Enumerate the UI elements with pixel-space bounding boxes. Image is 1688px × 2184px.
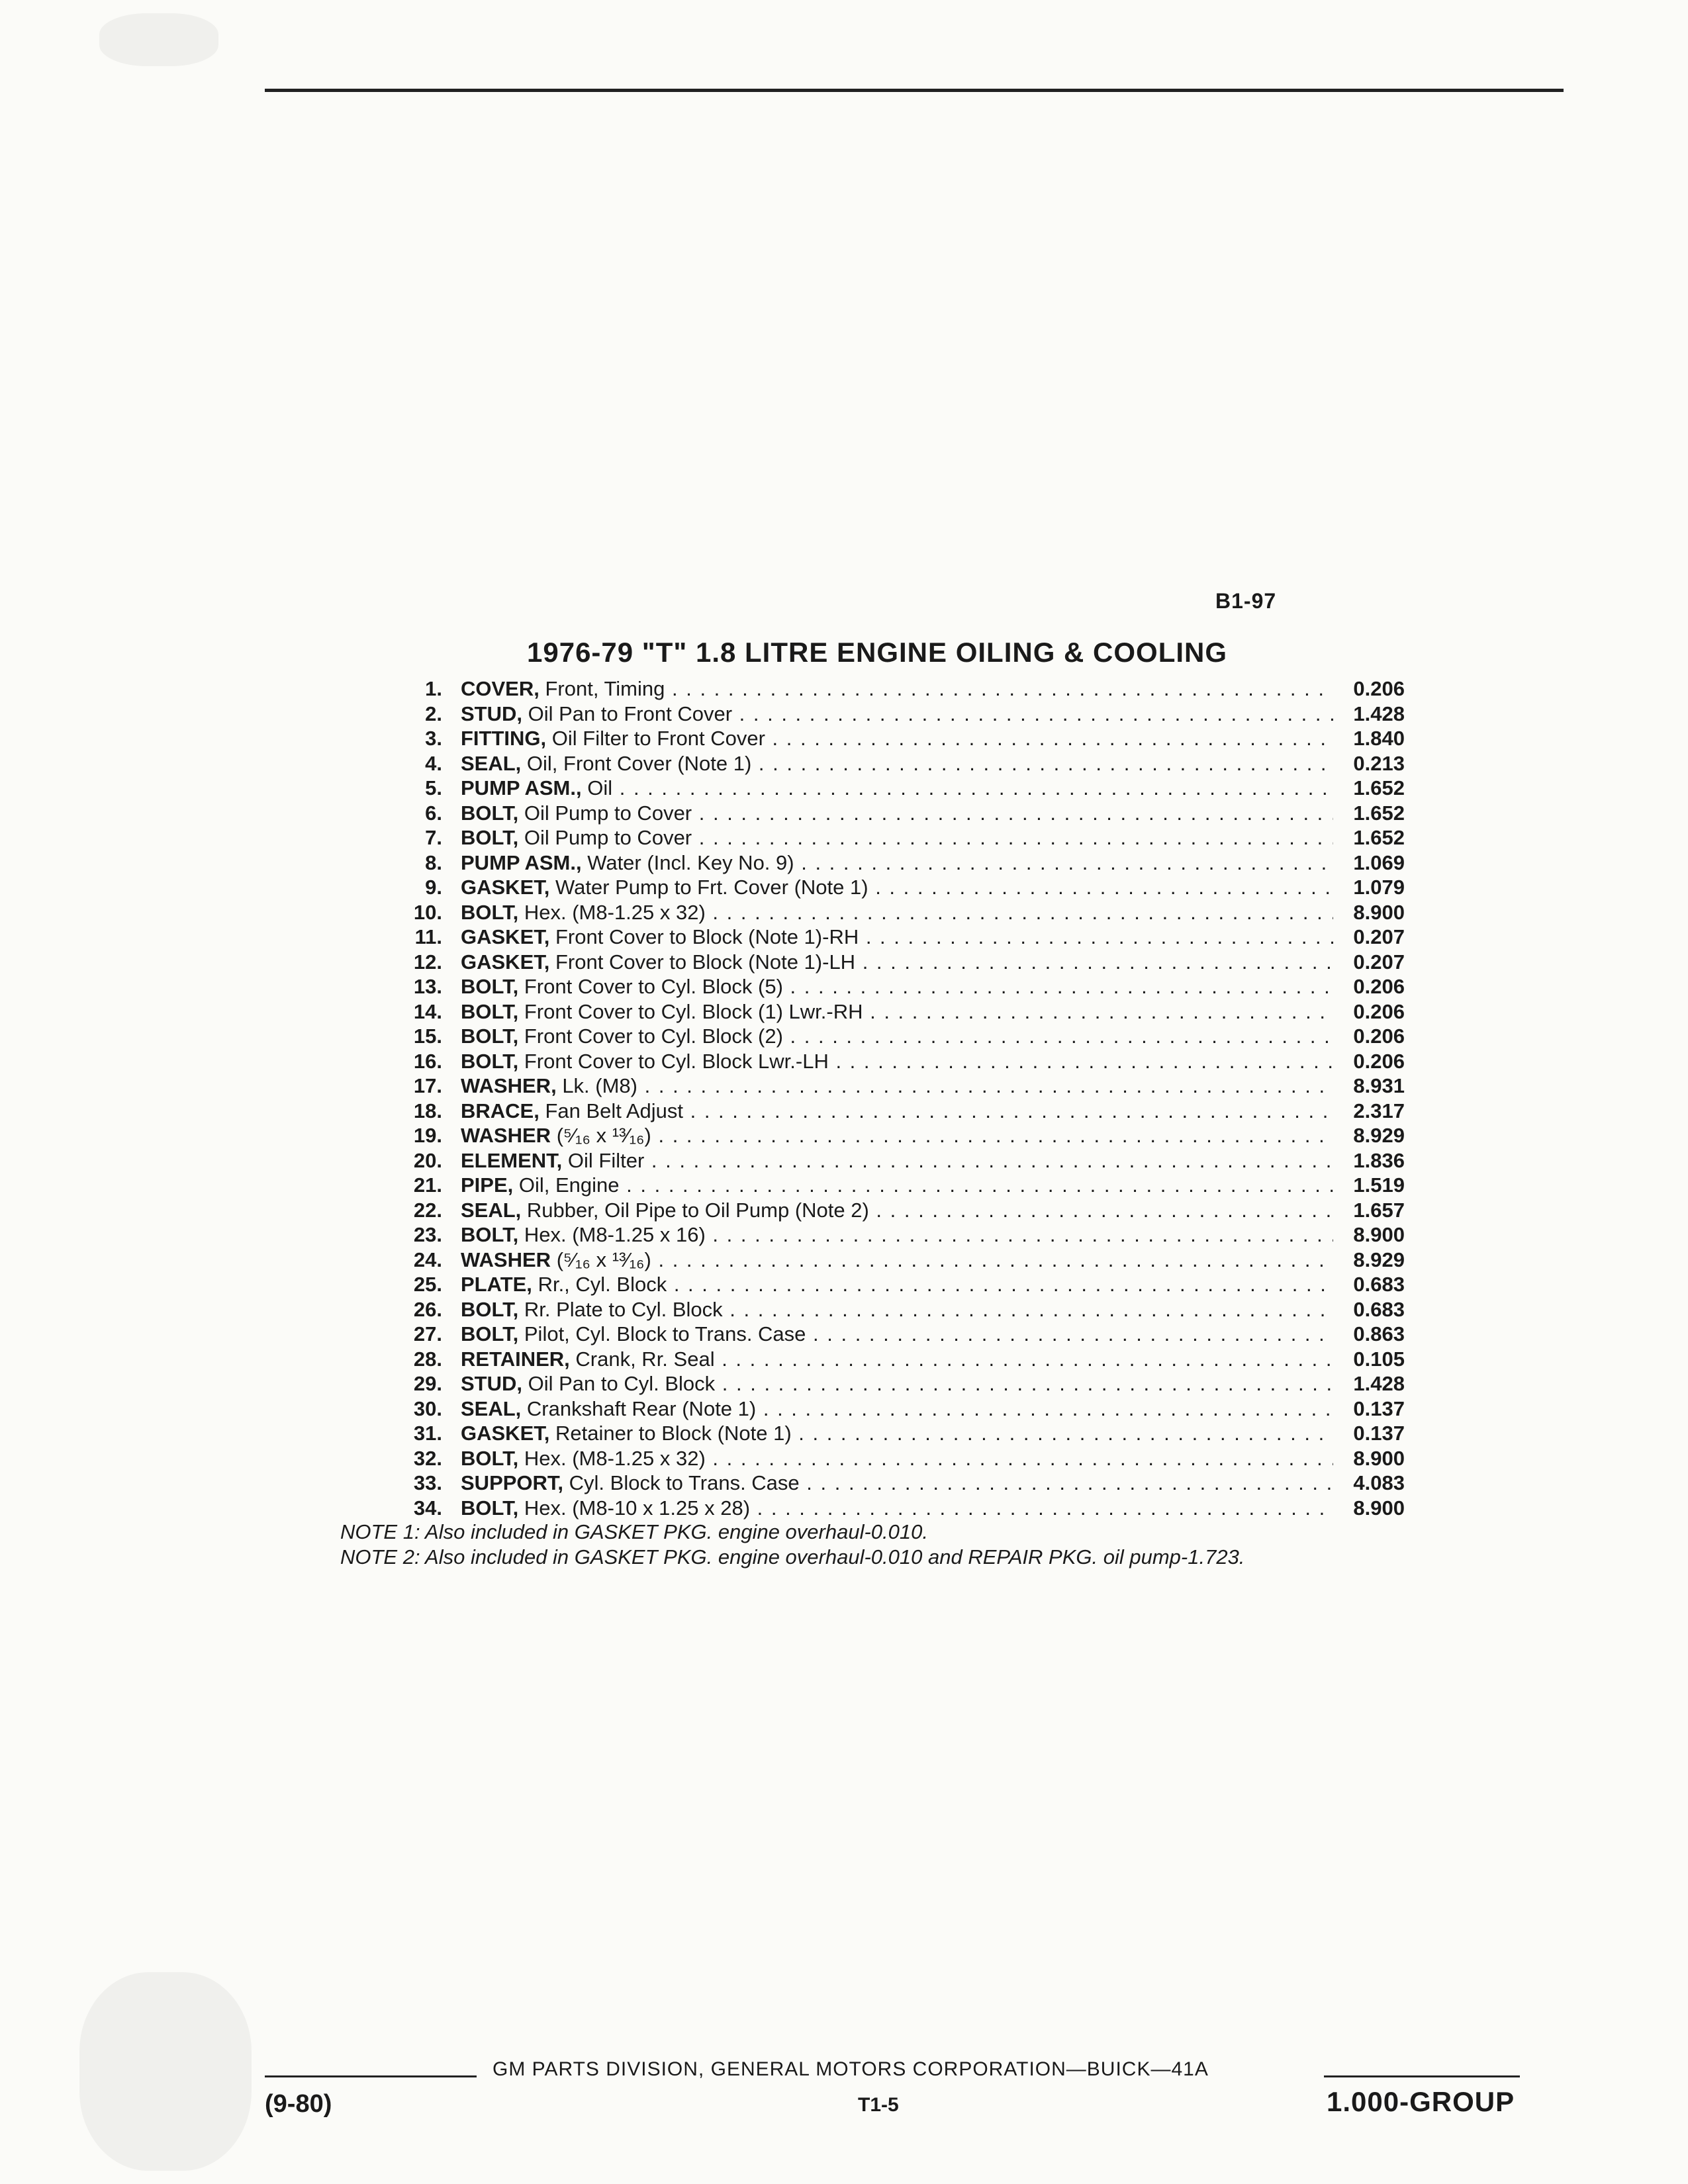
part-name: PIPE, [461,1173,514,1197]
part-name: BOLT, [461,1297,519,1321]
part-number: 2. [425,702,442,725]
note-2: NOTE 2: Also included in GASKET PKG. engine overhaul-0.010 and REPAIR PKG. oil pump-1.723. [340,1545,1245,1569]
part-group-number: 0.863 [1353,1322,1405,1345]
parts-row [397,825,1410,850]
parts-row [397,1049,1410,1074]
parts-row [397,1272,1410,1297]
part-description [461,1347,1333,1372]
part-name: RETAINER, [461,1347,570,1371]
part-name: BOLT, [461,1496,519,1520]
part-description [461,1421,1333,1446]
parts-row [397,776,1410,801]
parts-row [397,1222,1410,1248]
note-1: NOTE 1: Also included in GASKET PKG. engine overhaul-0.010. [340,1520,928,1543]
parts-row [397,900,1410,925]
part-description [461,1297,1333,1322]
part-description [461,950,1333,975]
part-name: SEAL, [461,1198,522,1222]
part-name: BOLT, [461,1049,519,1073]
part-group-number: 1.652 [1353,826,1405,849]
part-group-number: 0.683 [1353,1273,1405,1296]
part-number: 11. [414,925,442,948]
part-description [461,1371,1333,1396]
footer-publisher: GM PARTS DIVISION, GENERAL MOTORS CORPORATION—BUICK—41A [492,2058,1209,2080]
part-group-number: 8.900 [1353,1223,1405,1246]
parts-row [397,676,1410,702]
part-group-number: 1.840 [1353,727,1405,750]
part-group-number: 1.657 [1353,1198,1405,1222]
part-detail: Oil Pan to Front Cover [528,702,733,725]
part-detail: Oil Filter to Front Cover [551,727,765,750]
part-number: 14. [413,999,442,1023]
part-description [461,801,1333,826]
part-group-number: 0.206 [1353,1049,1405,1073]
part-group-number: 1.079 [1353,876,1405,899]
part-name: BOLT, [461,975,519,998]
part-number: 22. [413,1198,442,1222]
parts-row [397,702,1410,727]
parts-list [397,676,1410,1520]
part-group-number: 0.683 [1353,1297,1405,1321]
part-name: ELEMENT, [461,1148,563,1172]
part-number: 4. [425,751,442,775]
part-detail: Hex. (M8-10 x 1.25 x 28) [524,1496,751,1520]
part-group-number: 0.206 [1353,999,1405,1023]
parts-row [397,1148,1410,1173]
part-name: STUD, [461,702,522,725]
part-name: BOLT, [461,1024,519,1048]
part-detail: Oil Pan to Cyl. Block [528,1372,716,1395]
part-detail: Rr. Plate to Cyl. Block [524,1297,723,1321]
part-number: 28. [413,1347,442,1371]
part-detail: Oil Pump to Cover [524,826,692,849]
parts-row [397,1248,1410,1273]
parts-row [397,974,1410,999]
parts-row [397,1099,1410,1124]
part-group-number: 8.900 [1353,900,1405,924]
part-description [461,1248,1333,1273]
part-number: 18. [413,1099,442,1122]
part-number: 16. [413,1049,442,1073]
part-group-number: 1.428 [1353,702,1405,725]
parts-row [397,1123,1410,1148]
part-number: 17. [413,1074,442,1097]
part-detail: Fan Belt Adjust [545,1099,683,1122]
part-detail: Hex. (M8-1.25 x 16) [524,1223,706,1246]
part-detail: Cyl. Block to Trans. Case [569,1471,800,1494]
part-name: BOLT, [461,900,519,924]
part-group-number: 0.137 [1353,1422,1405,1445]
part-group-number: 0.207 [1353,950,1405,974]
footer-date: (9-80) [265,2090,332,2118]
part-name: BOLT, [461,999,519,1023]
part-name: BOLT, [461,1223,519,1246]
scan-smudge [79,1972,252,2171]
parts-row [397,751,1410,776]
part-description [461,726,1333,751]
part-name: SUPPORT, [461,1471,564,1494]
part-number: 8. [425,850,442,874]
parts-row [397,1198,1410,1223]
footer-rule-right [1324,2075,1520,2077]
part-name: PUMP ASM., [461,850,582,874]
part-group-number: 1.519 [1353,1173,1405,1197]
part-group-number: 1.428 [1353,1372,1405,1395]
part-detail: Crankshaft Rear (Note 1) [526,1396,757,1420]
part-name: BOLT, [461,1322,519,1345]
part-group-number: 8.900 [1353,1446,1405,1470]
part-description [461,850,1333,876]
part-number: 33. [413,1471,442,1494]
part-description [461,751,1333,776]
part-number: 25. [413,1273,442,1296]
part-number: 23. [413,1223,442,1246]
parts-row [397,1073,1410,1099]
part-detail: Front Cover to Cyl. Block (5) [524,975,783,998]
parts-row [397,875,1410,900]
parts-row [397,726,1410,751]
part-number: 29. [413,1372,442,1395]
part-description [461,900,1333,925]
part-number: 12. [413,950,442,974]
part-detail: Oil, Front Cover (Note 1) [526,751,752,775]
part-description [461,1272,1333,1297]
notes [340,1520,1244,1570]
part-name: STUD, [461,1372,522,1395]
part-number: 5. [425,776,442,799]
part-number: 19. [413,1124,442,1147]
part-number: 15. [413,1024,442,1048]
part-name: BOLT, [461,1446,519,1470]
part-group-number: 8.931 [1353,1074,1405,1097]
part-detail: Front Cover to Block (Note 1)-LH [555,950,856,974]
part-group-number: 1.652 [1353,776,1405,799]
part-name: COVER, [461,677,539,700]
part-description [461,1024,1333,1049]
part-name: PLATE, [461,1273,532,1296]
part-number: 13. [413,975,442,998]
parts-row [397,1421,1410,1446]
part-description [461,702,1333,727]
part-group-number: 1.652 [1353,801,1405,825]
part-number: 21. [413,1173,442,1197]
part-number: 27. [413,1322,442,1345]
part-number: 6. [425,801,442,825]
part-group-number: 8.929 [1353,1248,1405,1271]
part-detail: Oil, Engine [518,1173,620,1197]
parts-row [397,1446,1410,1471]
top-rule [265,89,1564,92]
part-description [461,1148,1333,1173]
part-number: 30. [413,1396,442,1420]
parts-row [397,1297,1410,1322]
part-detail: Front Cover to Cyl. Block (1) Lwr.-RH [524,999,863,1023]
part-description [461,999,1333,1024]
parts-row [397,1322,1410,1347]
part-group-number: 0.105 [1353,1347,1405,1371]
part-number: 24. [413,1248,442,1271]
part-number: 9. [425,876,442,899]
part-detail: Front Cover to Cyl. Block (2) [524,1024,783,1048]
part-group-number: 8.929 [1353,1124,1405,1147]
part-description [461,974,1333,999]
part-group-number: 0.137 [1353,1396,1405,1420]
part-detail: Oil Filter [567,1148,645,1172]
footer-rule-left [265,2075,477,2077]
part-name: SEAL, [461,1396,522,1420]
part-group-number: 0.206 [1353,1024,1405,1048]
part-number: 20. [413,1148,442,1172]
parts-row [397,950,1410,975]
parts-row [397,850,1410,876]
page-title: 1976-79 "T" 1.8 LITRE ENGINE OILING & COOLING [527,637,1228,668]
part-name: GASKET, [461,950,550,974]
parts-row [397,1173,1410,1198]
part-detail: Lk. (M8) [562,1074,637,1097]
part-number: 1. [425,677,442,700]
part-description [461,1123,1333,1148]
part-group-number: 1.836 [1353,1148,1405,1172]
part-name: GASKET, [461,876,550,899]
part-number: 32. [413,1446,442,1470]
part-detail: (⁵⁄₁₆ x ¹³⁄₁₆) [556,1124,651,1147]
scan-smudge [99,13,218,66]
part-detail: (⁵⁄₁₆ x ¹³⁄₁₆) [556,1248,651,1271]
part-description [461,1198,1333,1223]
part-detail: Water (Incl. Key No. 9) [587,850,794,874]
part-group-number: 0.213 [1353,751,1405,775]
part-detail: Water Pump to Frt. Cover (Note 1) [555,876,868,899]
parts-row [397,801,1410,826]
part-description [461,1222,1333,1248]
part-description [461,925,1333,950]
part-description [461,1322,1333,1347]
part-description [461,875,1333,900]
parts-row [397,1396,1410,1422]
part-detail: Front Cover to Cyl. Block Lwr.-LH [524,1049,829,1073]
part-description [461,1049,1333,1074]
part-name: WASHER [461,1124,551,1147]
part-group-number: 8.900 [1353,1496,1405,1520]
part-group-number: 0.207 [1353,925,1405,948]
part-description [461,825,1333,850]
figure-reference: B1-97 [1215,589,1277,613]
part-description [461,1496,1333,1521]
part-name: BRACE, [461,1099,539,1122]
part-name: GASKET, [461,925,550,948]
part-description [461,776,1333,801]
part-name: BOLT, [461,801,519,825]
part-detail: Rubber, Oil Pipe to Oil Pump (Note 2) [526,1198,869,1222]
part-detail: Oil [587,776,613,799]
part-name: GASKET, [461,1422,550,1445]
parts-row [397,999,1410,1024]
part-name: FITTING, [461,727,547,750]
part-name: WASHER, [461,1074,557,1097]
footer-group: 1.000-GROUP [1327,2086,1515,2117]
part-description [461,1173,1333,1198]
part-group-number: 4.083 [1353,1471,1405,1494]
part-group-number: 2.317 [1353,1099,1405,1122]
part-name: WASHER [461,1248,551,1271]
part-number: 34. [413,1496,442,1520]
part-detail: Hex. (M8-1.25 x 32) [524,1446,706,1470]
parts-row [397,1496,1410,1521]
part-description [461,1446,1333,1471]
part-detail: Front Cover to Block (Note 1)-RH [555,925,859,948]
part-detail: Front, Timing [545,677,665,700]
part-group-number: 0.206 [1353,975,1405,998]
part-detail: Rr., Cyl. Block [538,1273,667,1296]
part-detail: Pilot, Cyl. Block to Trans. Case [524,1322,806,1345]
part-group-number: 0.206 [1353,677,1405,700]
parts-row [397,1371,1410,1396]
part-description [461,1099,1333,1124]
part-detail: Crank, Rr. Seal [575,1347,715,1371]
part-detail: Hex. (M8-1.25 x 32) [524,900,706,924]
parts-row [397,1347,1410,1372]
part-description [461,676,1333,702]
part-description [461,1073,1333,1099]
part-name: SEAL, [461,751,522,775]
parts-row [397,1024,1410,1049]
part-name: PUMP ASM., [461,776,582,799]
part-number: 10. [413,900,442,924]
footer-page-number: T1-5 [858,2094,899,2116]
part-number: 31. [413,1422,442,1445]
part-number: 26. [413,1297,442,1321]
part-description [461,1471,1333,1496]
part-number: 7. [425,826,442,849]
part-detail: Retainer to Block (Note 1) [555,1422,792,1445]
part-detail: Oil Pump to Cover [524,801,692,825]
parts-row [397,925,1410,950]
part-group-number: 1.069 [1353,850,1405,874]
part-number: 3. [425,727,442,750]
parts-row [397,1471,1410,1496]
part-description [461,1396,1333,1422]
part-name: BOLT, [461,826,519,849]
